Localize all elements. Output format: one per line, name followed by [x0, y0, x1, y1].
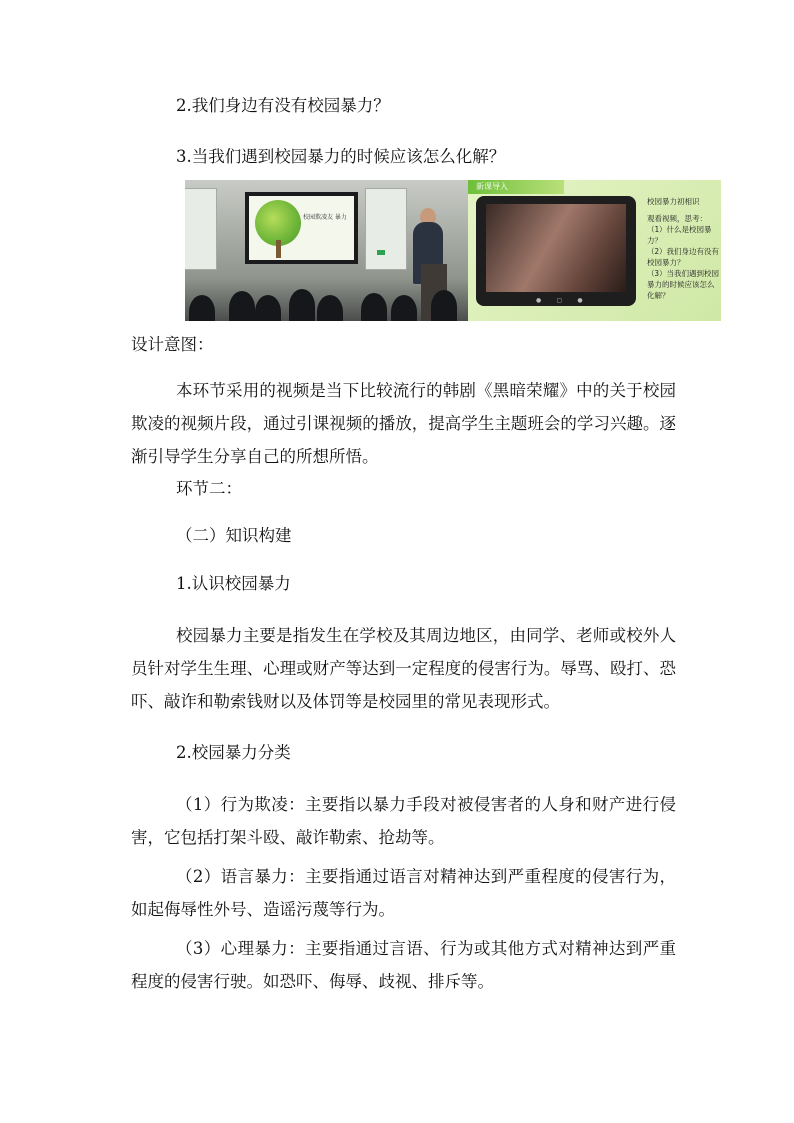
slide-tag: 新课导入 — [468, 180, 564, 194]
screen-title: 校园欺凌友 暴力 — [303, 214, 347, 221]
design-intent-label: 设计意图： — [131, 335, 214, 354]
slide-line: （3）当我们遇到校园暴力的时候应该怎么化解？ — [647, 269, 720, 300]
section-2-label: 环节二： — [176, 479, 242, 498]
lesson-photo-figure — [185, 180, 721, 321]
blackboard-left — [185, 188, 217, 270]
video-frame — [486, 204, 626, 292]
section-2-title: （二）知识构建 — [176, 526, 292, 545]
exit-sign — [377, 250, 385, 255]
subheading-recognize: 1.认识校园暴力 — [176, 574, 291, 593]
slide-line: 观看视频，思考： — [647, 214, 707, 223]
classroom-photo — [185, 180, 468, 321]
slide-text — [647, 196, 719, 301]
projector-screen — [245, 192, 358, 264]
question-2: 2.我们身边有没有校园暴力？ — [176, 96, 390, 115]
slide-line: （1）什么是校园暴力？ — [647, 225, 712, 245]
subheading-classification: 2.校园暴力分类 — [176, 743, 291, 762]
tablet-frame — [476, 196, 636, 306]
question-3: 3.当我们遇到校园暴力的时候应该怎么化解？ — [176, 147, 506, 166]
definition-paragraph: 校园暴力主要是指发生在学校及其周边地区，由同学、老师或校外人员针对学生生理、心理或财产等达到一定程度的侵害行为。辱骂、殴打、恐吓、敲诈和勒索钱财以及体罚等是校园里的常见表现形式。 — [131, 626, 676, 711]
student-heads — [185, 281, 468, 321]
classification-item-1: （1）行为欺凌：主要指以暴力手段对被侵害者的人身和财产进行侵害，它包括打架斗殴、敲诈勒索、抢劫等。 — [131, 795, 676, 847]
blackboard-right — [365, 188, 407, 270]
tablet-buttons: ● ▢ ● — [536, 297, 583, 304]
slide-heading: 校园暴力初相识 — [647, 197, 700, 206]
classification-item-3: （3）心理暴力：主要指通过言语、行为或其他方式对精神达到严重程度的侵害行驶。如恐吓、侮辱、歧视、排斥等。 — [131, 939, 676, 991]
lesson-slide — [468, 180, 721, 321]
design-intent-paragraph: 本环节采用的视频是当下比较流行的韩剧《黑暗荣耀》中的关于校园欺凌的视频片段，通过引课视频的播放，提高学生主题班会的学习兴趣。逐渐引导学生分享自己的所想所悟。 — [131, 381, 676, 466]
slide-line: （2）我们身边有没有校园暴力？ — [647, 247, 720, 267]
classification-item-2: （2）语言暴力：主要指通过语言对精神达到严重程度的侵害行为，如起侮辱性外号、造谣污蔑等行为。 — [131, 867, 676, 919]
